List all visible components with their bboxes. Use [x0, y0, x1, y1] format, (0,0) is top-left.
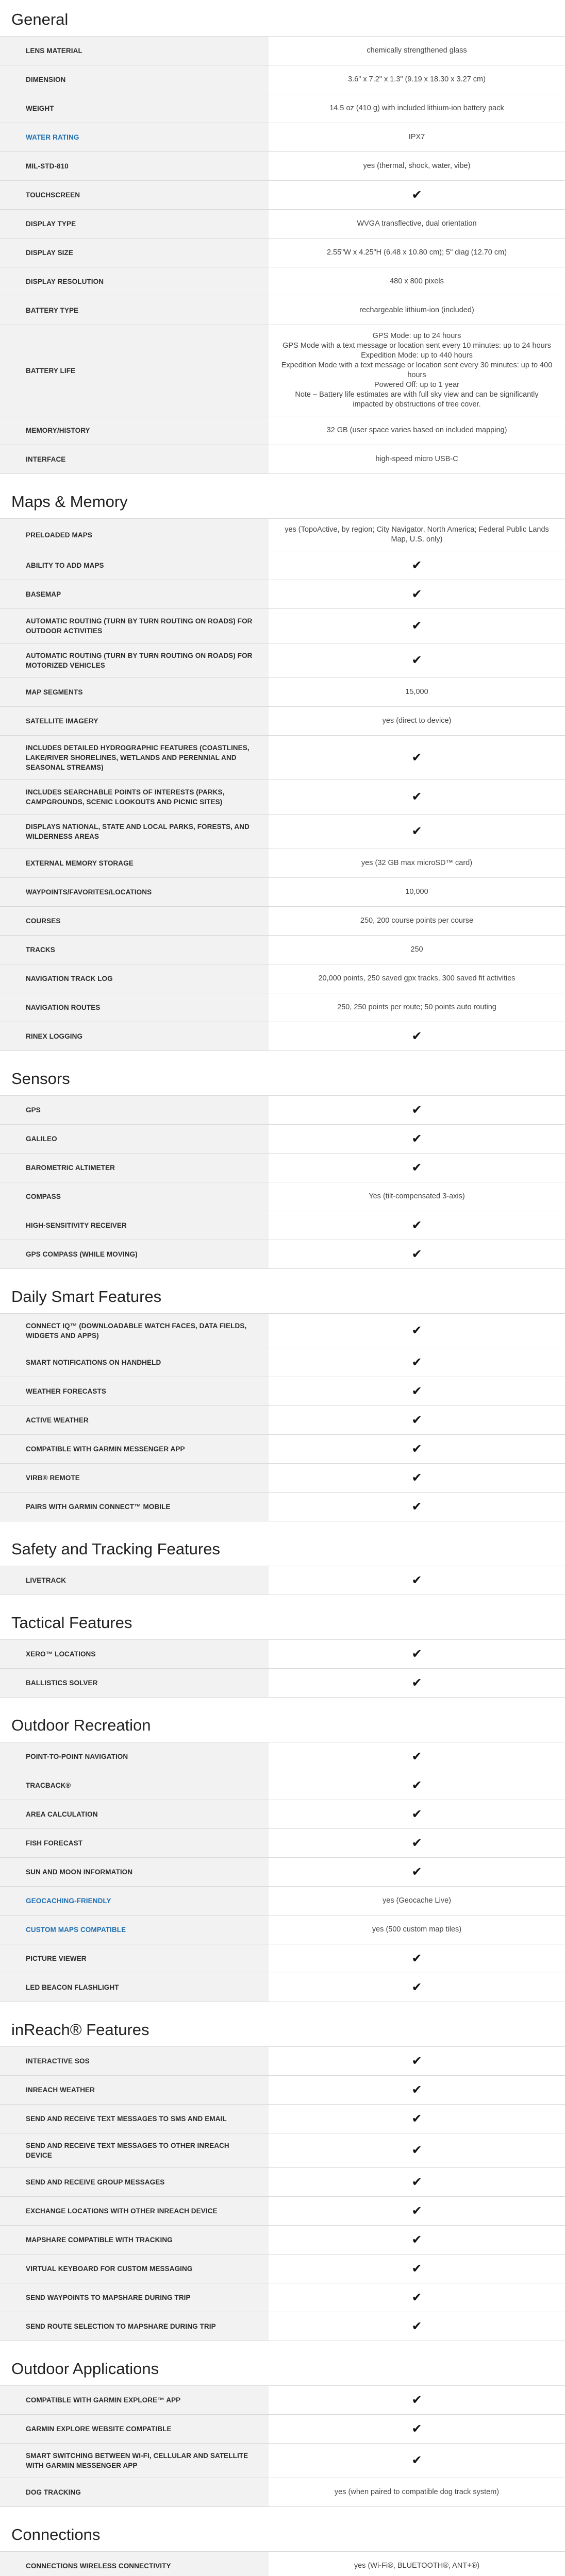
checkmark-icon: ✔	[411, 2175, 422, 2189]
spec-row	[0, 2386, 565, 2415]
spec-value: IPX7	[408, 133, 425, 141]
spec-row	[0, 1022, 565, 1051]
spec-value	[269, 1435, 565, 1463]
spec-row	[0, 2133, 565, 2168]
spec-label: MIL-STD-810	[0, 152, 269, 180]
section-title: Daily Smart Features	[11, 1287, 162, 1306]
spec-row	[0, 1887, 565, 1916]
spec-value: 14.5 oz (410 g) with included lithium-ion battery pack	[329, 104, 504, 112]
spec-row	[0, 37, 565, 65]
spec-value	[269, 1464, 565, 1492]
spec-label: GPS COMPASS (WHILE MOVING)	[0, 1240, 269, 1268]
spec-table	[0, 36, 565, 474]
spec-row	[0, 1916, 565, 1944]
spec-row	[0, 551, 565, 580]
checkmark-icon: ✔	[411, 558, 422, 572]
spec-label: COURSES	[0, 907, 269, 935]
section-title: Connections	[11, 2526, 101, 2544]
spec-row	[0, 445, 565, 474]
checkmark-icon: ✔	[411, 1647, 422, 1661]
spec-row	[0, 1973, 565, 2002]
spec-label: AUTOMATIC ROUTING (TURN BY TURN ROUTING ON ROADS) FOR OUTDOOR ACTIVITIES	[0, 609, 269, 643]
checkmark-icon: ✔	[411, 1131, 422, 1146]
spec-label: POINT-TO-POINT NAVIGATION	[0, 1742, 269, 1771]
spec-label: PRELOADED MAPS	[0, 519, 269, 551]
spec-label: TRACBACK®	[0, 1771, 269, 1800]
spec-row	[0, 1800, 565, 1829]
spec-row	[0, 815, 565, 849]
spec-label: INREACH WEATHER	[0, 2076, 269, 2104]
spec-row	[0, 878, 565, 907]
spec-row	[0, 1464, 565, 1493]
checkmark-icon: ✔	[411, 750, 422, 765]
spec-value	[269, 1314, 565, 1348]
checkmark-icon: ✔	[411, 587, 422, 601]
spec-label-link[interactable]: WATER RATING	[0, 123, 269, 151]
spec-row	[0, 2047, 565, 2076]
section-title: inReach® Features	[11, 2021, 149, 2039]
checkmark-icon: ✔	[411, 1675, 422, 1690]
checkmark-icon: ✔	[411, 1951, 422, 1965]
spec-row	[0, 210, 565, 239]
spec-value	[269, 1800, 565, 1828]
spec-row	[0, 1640, 565, 1669]
spec-label: BAROMETRIC ALTIMETER	[0, 1154, 269, 1182]
checkmark-icon: ✔	[411, 1384, 422, 1398]
section-outdoor-apps	[0, 2355, 565, 2507]
spec-value: yes (Geocache Live)	[383, 1896, 451, 1905]
spec-value	[269, 609, 565, 643]
section-title: Outdoor Recreation	[11, 1716, 151, 1734]
spec-row	[0, 1314, 565, 1348]
spec-row	[0, 123, 565, 152]
spec-label: SMART NOTIFICATIONS ON HANDHELD	[0, 1348, 269, 1377]
checkmark-icon: ✔	[411, 1103, 422, 1117]
section-title: Tactical Features	[11, 1614, 132, 1632]
spec-value	[269, 1973, 565, 2002]
spec-value	[269, 1096, 565, 1124]
spec-label: NAVIGATION ROUTES	[0, 993, 269, 1022]
spec-label: AREA CALCULATION	[0, 1800, 269, 1828]
spec-value	[269, 780, 565, 814]
checkmark-icon: ✔	[411, 2111, 422, 2126]
spec-label: LED BEACON FLASHLIGHT	[0, 1973, 269, 2002]
spec-label: DIMENSION	[0, 65, 269, 94]
spec-row	[0, 2283, 565, 2312]
spec-label: COMPATIBLE WITH GARMIN EXPLORE™ APP	[0, 2386, 269, 2414]
spec-value	[269, 2047, 565, 2075]
spec-value: 250, 250 points per route; 50 points auto routing	[337, 1003, 496, 1011]
spec-row	[0, 678, 565, 707]
spec-table	[0, 1566, 565, 1595]
spec-label: LIVETRACK	[0, 1566, 269, 1595]
spec-label: ABILITY TO ADD MAPS	[0, 551, 269, 580]
spec-label: SEND ROUTE SELECTION TO MAPSHARE DURING TRIP	[0, 2312, 269, 2341]
spec-label-link[interactable]: CUSTOM MAPS COMPATIBLE	[0, 1916, 269, 1944]
spec-value	[269, 1858, 565, 1886]
spec-value: WVGA transflective, dual orientation	[357, 219, 477, 228]
spec-value: yes (when paired to compatible dog track system)	[334, 2488, 500, 2496]
spec-label: GALILEO	[0, 1125, 269, 1153]
spec-row	[0, 2226, 565, 2255]
checkmark-icon: ✔	[411, 824, 422, 838]
spec-label: INTERFACE	[0, 445, 269, 473]
spec-row	[0, 152, 565, 181]
spec-row	[0, 2478, 565, 2507]
spec-table	[0, 2385, 565, 2507]
spec-row	[0, 1377, 565, 1406]
spec-label: INCLUDES DETAILED HYDROGRAPHIC FEATURES (COASTLINES, LAKE/RIVER SHORELINES, WETLANDS AND PERENNIAL AND SEASONAL STREAMS)	[0, 736, 269, 779]
spec-label: DISPLAY SIZE	[0, 239, 269, 267]
checkmark-icon: ✔	[411, 2143, 422, 2157]
spec-value: 250	[410, 945, 423, 954]
spec-label: HIGH-SENSITIVITY RECEIVER	[0, 1211, 269, 1240]
spec-row	[0, 849, 565, 878]
spec-value	[269, 2197, 565, 2225]
spec-row	[0, 325, 565, 416]
spec-value	[269, 181, 565, 209]
spec-label: BATTERY LIFE	[0, 325, 269, 416]
spec-value	[269, 643, 565, 677]
checkmark-icon: ✔	[411, 1218, 422, 1232]
spec-value: 250, 200 course points per course	[360, 917, 474, 925]
spec-value	[269, 1640, 565, 1668]
spec-label: VIRB® REMOTE	[0, 1464, 269, 1492]
spec-label: SUN AND MOON INFORMATION	[0, 1858, 269, 1886]
checkmark-icon: ✔	[411, 1980, 422, 1994]
spec-label: PAIRS WITH GARMIN CONNECT™ MOBILE	[0, 1493, 269, 1521]
spec-label: COMPATIBLE WITH GARMIN MESSENGER APP	[0, 1435, 269, 1463]
spec-label: SEND AND RECEIVE GROUP MESSAGES	[0, 2168, 269, 2196]
section-title: Safety and Tracking Features	[11, 1540, 220, 1558]
spec-value	[269, 1493, 565, 1521]
spec-label: TOUCHSCREEN	[0, 181, 269, 209]
spec-row	[0, 2105, 565, 2133]
spec-label: RINEX LOGGING	[0, 1022, 269, 1050]
spec-row	[0, 1406, 565, 1435]
spec-table	[0, 2046, 565, 2341]
checkmark-icon: ✔	[411, 2261, 422, 2276]
spec-row	[0, 267, 565, 296]
spec-value	[269, 2386, 565, 2414]
spec-value	[269, 2226, 565, 2254]
spec-value	[269, 1742, 565, 1771]
spec-value	[269, 551, 565, 580]
spec-label: SEND AND RECEIVE TEXT MESSAGES TO OTHER INREACH DEVICE	[0, 2133, 269, 2167]
spec-label: WAYPOINTS/FAVORITES/LOCATIONS	[0, 878, 269, 906]
section-title: Sensors	[11, 1070, 70, 1088]
spec-label: ACTIVE WEATHER	[0, 1406, 269, 1434]
spec-row	[0, 2255, 565, 2283]
spec-value: high-speed micro USB-C	[375, 455, 458, 463]
checkmark-icon: ✔	[411, 1749, 422, 1764]
spec-row	[0, 296, 565, 325]
spec-table	[0, 2551, 565, 2576]
spec-row	[0, 2076, 565, 2105]
spec-value	[269, 1125, 565, 1153]
spec-value	[269, 2312, 565, 2341]
spec-label: MEMORY/HISTORY	[0, 416, 269, 445]
checkmark-icon: ✔	[411, 1160, 422, 1175]
spec-value	[269, 2283, 565, 2312]
spec-row	[0, 2415, 565, 2444]
spec-row	[0, 65, 565, 94]
spec-label: GARMIN EXPLORE WEBSITE COMPATIBLE	[0, 2415, 269, 2443]
spec-row	[0, 2444, 565, 2478]
spec-row	[0, 1182, 565, 1211]
spec-label: WEATHER FORECASTS	[0, 1377, 269, 1405]
spec-value: chemically strengthened glass	[367, 46, 467, 55]
spec-row	[0, 1771, 565, 1800]
spec-label: FISH FORECAST	[0, 1829, 269, 1857]
spec-row	[0, 1669, 565, 1698]
spec-label: WEIGHT	[0, 94, 269, 123]
checkmark-icon: ✔	[411, 2393, 422, 2407]
spec-value	[269, 2105, 565, 2133]
spec-value: yes (thermal, shock, water, vibe)	[363, 162, 471, 170]
spec-row	[0, 181, 565, 210]
spec-value	[269, 2168, 565, 2196]
checkmark-icon: ✔	[411, 1247, 422, 1261]
spec-value: yes (32 GB max microSD™ card)	[361, 859, 473, 867]
spec-label: DISPLAY TYPE	[0, 210, 269, 238]
section-daily-smart	[0, 1283, 565, 1521]
spec-value: 32 GB (user space varies based on included mapping)	[326, 426, 507, 434]
checkmark-icon: ✔	[411, 188, 422, 202]
spec-row	[0, 1348, 565, 1377]
spec-value	[269, 1406, 565, 1434]
checkmark-icon: ✔	[411, 2290, 422, 2304]
spec-value	[269, 1240, 565, 1268]
spec-label: PICTURE VIEWER	[0, 1944, 269, 1973]
spec-row	[0, 239, 565, 267]
spec-value	[269, 1377, 565, 1405]
spec-label: LENS MATERIAL	[0, 37, 269, 65]
spec-value	[269, 1348, 565, 1377]
spec-row	[0, 964, 565, 993]
spec-label: SMART SWITCHING BETWEEN WI-FI, CELLULAR AND SATELLITE WITH GARMIN MESSENGER APP	[0, 2444, 269, 2478]
checkmark-icon: ✔	[411, 2232, 422, 2247]
spec-row	[0, 1211, 565, 1240]
spec-value	[269, 1566, 565, 1595]
checkmark-icon: ✔	[411, 2054, 422, 2068]
spec-value	[269, 2255, 565, 2283]
spec-label: BASEMAP	[0, 580, 269, 608]
spec-label: MAP SEGMENTS	[0, 678, 269, 706]
spec-value	[269, 1669, 565, 1697]
spec-value	[269, 2444, 565, 2478]
spec-row	[0, 1742, 565, 1771]
spec-label: EXTERNAL MEMORY STORAGE	[0, 849, 269, 877]
checkmark-icon: ✔	[411, 619, 422, 633]
spec-row	[0, 1154, 565, 1182]
spec-row	[0, 1858, 565, 1887]
spec-row	[0, 993, 565, 1022]
checkmark-icon: ✔	[411, 2421, 422, 2436]
spec-label: XERO™ LOCATIONS	[0, 1640, 269, 1668]
spec-value: yes (500 custom map tiles)	[372, 1925, 462, 1934]
spec-label: SATELLITE IMAGERY	[0, 707, 269, 735]
spec-row	[0, 1944, 565, 1973]
spec-row	[0, 643, 565, 678]
spec-table	[0, 1639, 565, 1698]
checkmark-icon: ✔	[411, 1324, 422, 1337]
spec-value: yes (TopoActive, by region; City Navigator, North America; Federal Public Lands Map, U.S. only)	[285, 526, 549, 544]
spec-value: 15,000	[405, 688, 428, 696]
spec-label: DISPLAY RESOLUTION	[0, 267, 269, 296]
spec-table	[0, 1313, 565, 1521]
checkmark-icon: ✔	[411, 1470, 422, 1485]
spec-row	[0, 609, 565, 643]
checkmark-icon: ✔	[411, 1778, 422, 1792]
spec-row	[0, 2312, 565, 2341]
spec-value: yes (Wi-Fi®, BLUETOOTH®, ANT+®)	[354, 2562, 480, 2570]
spec-value	[269, 2133, 565, 2167]
section-title: Outdoor Applications	[11, 2360, 159, 2378]
checkmark-icon: ✔	[411, 2319, 422, 2333]
checkmark-icon: ✔	[411, 653, 422, 667]
spec-row	[0, 1493, 565, 1521]
checkmark-icon: ✔	[411, 790, 422, 804]
spec-row	[0, 580, 565, 609]
section-outdoor	[0, 1712, 565, 2002]
spec-value	[269, 1022, 565, 1050]
spec-label: INCLUDES SEARCHABLE POINTS OF INTERESTS (PARKS, CAMPGROUNDS, SCENIC LOOKOUTS AND PICNIC SITES)	[0, 780, 269, 814]
spec-row	[0, 2168, 565, 2197]
spec-row	[0, 1566, 565, 1595]
spec-row	[0, 1240, 565, 1269]
spec-row	[0, 2552, 565, 2576]
spec-value	[269, 580, 565, 608]
spec-value: Yes (tilt-compensated 3-axis)	[369, 1192, 465, 1200]
spec-label: AUTOMATIC ROUTING (TURN BY TURN ROUTING ON ROADS) FOR MOTORIZED VEHICLES	[0, 643, 269, 677]
spec-label-link[interactable]: GEOCACHING-FRIENDLY	[0, 1887, 269, 1915]
spec-row	[0, 907, 565, 936]
spec-row	[0, 1125, 565, 1154]
spec-value: 10,000	[405, 888, 428, 896]
spec-value: yes (direct to device)	[382, 717, 452, 725]
spec-value	[269, 2415, 565, 2443]
spec-row	[0, 1829, 565, 1858]
spec-value	[269, 736, 565, 779]
checkmark-icon: ✔	[411, 1499, 422, 1514]
checkmark-icon: ✔	[411, 1836, 422, 1850]
spec-row	[0, 2197, 565, 2226]
checkmark-icon: ✔	[411, 1807, 422, 1821]
spec-row	[0, 519, 565, 551]
section-general	[0, 6, 565, 474]
checkmark-icon: ✔	[411, 1442, 422, 1456]
spec-value	[269, 1154, 565, 1182]
spec-value	[269, 1944, 565, 1973]
spec-label: EXCHANGE LOCATIONS WITH OTHER INREACH DEVICE	[0, 2197, 269, 2225]
section-title: General	[11, 10, 69, 28]
section-tactical	[0, 1609, 565, 1698]
spec-label: DISPLAYS NATIONAL, STATE AND LOCAL PARKS, FORESTS, AND WILDERNESS AREAS	[0, 815, 269, 849]
spec-label: MAPSHARE COMPATIBLE WITH TRACKING	[0, 2226, 269, 2254]
spec-row	[0, 736, 565, 780]
spec-label: BALLISTICS SOLVER	[0, 1669, 269, 1697]
spec-label: BATTERY TYPE	[0, 296, 269, 325]
spec-value: rechargeable lithium-ion (included)	[359, 306, 474, 314]
spec-value	[269, 815, 565, 849]
spec-value	[269, 1211, 565, 1240]
spec-row	[0, 1435, 565, 1464]
spec-label: COMPASS	[0, 1182, 269, 1211]
spec-value: 3.6" x 7.2" x 1.3" (9.19 x 18.30 x 3.27 cm)	[348, 75, 486, 83]
section-sensors	[0, 1065, 565, 1269]
spec-label: GPS	[0, 1096, 269, 1124]
section-maps-memory	[0, 488, 565, 1051]
spec-value: 20,000 points, 250 saved gpx tracks, 300 saved fit activities	[318, 974, 516, 982]
spec-value	[269, 1771, 565, 1800]
spec-label: CONNECT IQ™ (DOWNLOADABLE WATCH FACES, DATA FIELDS, WIDGETS AND APPS)	[0, 1314, 269, 1348]
spec-table	[0, 1742, 565, 2002]
spec-label: DOG TRACKING	[0, 2478, 269, 2506]
checkmark-icon: ✔	[411, 1029, 422, 1043]
spec-row	[0, 416, 565, 445]
spec-table	[0, 1095, 565, 1269]
spec-value	[269, 2076, 565, 2104]
spec-row	[0, 1096, 565, 1125]
spec-value: 2.55"W x 4.25"H (6.48 x 10.80 cm); 5" diag (12.70 cm)	[326, 248, 507, 257]
spec-row	[0, 780, 565, 815]
spec-label: SEND WAYPOINTS TO MAPSHARE DURING TRIP	[0, 2283, 269, 2312]
checkmark-icon: ✔	[411, 1413, 422, 1427]
checkmark-icon: ✔	[411, 2453, 422, 2467]
section-inreach	[0, 2016, 565, 2341]
spec-row	[0, 94, 565, 123]
spec-label: VIRTUAL KEYBOARD FOR CUSTOM MESSAGING	[0, 2255, 269, 2283]
spec-label: SEND AND RECEIVE TEXT MESSAGES TO SMS AND EMAIL	[0, 2105, 269, 2133]
section-connections	[0, 2521, 565, 2576]
section-title: Maps & Memory	[11, 493, 128, 511]
spec-label: TRACKS	[0, 936, 269, 964]
checkmark-icon: ✔	[411, 1355, 422, 1369]
checkmark-icon: ✔	[411, 2082, 422, 2097]
checkmark-icon: ✔	[411, 1573, 422, 1587]
spec-row	[0, 936, 565, 964]
section-safety	[0, 1536, 565, 1595]
spec-label: NAVIGATION TRACK LOG	[0, 964, 269, 993]
spec-label: INTERACTIVE SOS	[0, 2047, 269, 2075]
spec-table	[0, 518, 565, 1051]
spec-value	[269, 1829, 565, 1857]
checkmark-icon: ✔	[411, 1865, 422, 1879]
spec-value: GPS Mode: up to 24 hours GPS Mode with a text message or location sent every 10 minutes: up to 24 hours Expedition Mode: up to 440 hours Expedition Mode with a text message or location sent every 30 minutes: up to 400 hours Powered Off: up to 1 year Note – Battery life estimates are with full sky view and can be significantly impacted by obstructions of tree cover.	[281, 332, 553, 409]
spec-label: CONNECTIONS WIRELESS CONNECTIVITY	[0, 2552, 269, 2576]
spec-row	[0, 707, 565, 736]
spec-value: 480 x 800 pixels	[390, 277, 444, 285]
checkmark-icon: ✔	[411, 2204, 422, 2218]
